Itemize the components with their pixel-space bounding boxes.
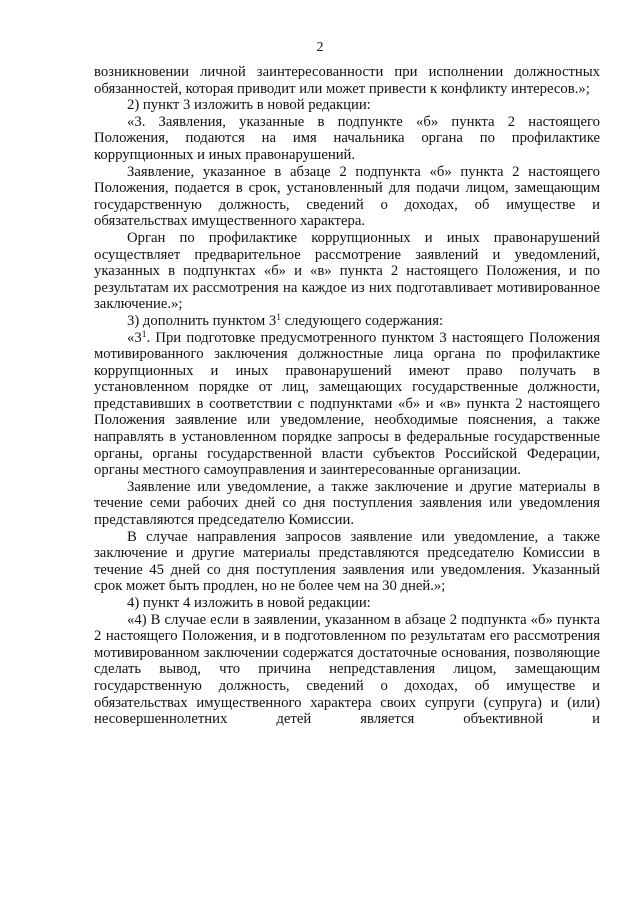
paragraph-6-text-before: 3) дополнить пунктом 3 [127, 312, 277, 329]
paragraph-8: Заявление или уведомление, а также заключение и другие материалы в течение семи рабочих дней со дня поступления заявления или уведомления представляются председателю Комиссии. [94, 478, 600, 529]
superscript-1: 1 [141, 329, 147, 340]
paragraph-10: 4) пункт 4 изложить в новой редакции: [127, 595, 371, 611]
paragraph-1: возникновении личной заинтересованности при исполнении должностных обязанностей, которая приводит или может привести к конфликту интересов.»; [94, 64, 600, 97]
page-number: 2 [316, 40, 324, 55]
paragraph-2: 2) пункт 3 изложить в новой редакции: [127, 97, 371, 114]
paragraph-6-text-after: следующего содержания: [280, 312, 444, 329]
paragraph-7-text-after: . При подготовке предусмотренного пунктом 3 настоящего Положения мотивированного заключения должностные лица органа по профилактике коррупционных и иных правонарушений имеют право получать в установленном порядке от лиц, замещающих государственные должности, представивших в соответствии с подпунктами «б» и «в» пункта 2 настоящего Положения заявление или уведомление, необходимые пояснения, а также направлять в установленном порядке запросы в федеральные государственные органы, органы государственной власти субъектов Российской Федерации, органы местного самоуправления и заинтересованные организации. [94, 329, 600, 479]
paragraph-9: В случае направления запросов заявление или уведомление, а также заключение и другие материалы представляются председателю Комиссии в течение 45 дней со дня поступления заявления или уведомления. Указанный срок может быть продлен, но не более чем на 30 дней.»; [94, 528, 600, 595]
paragraph-4: Заявление, указанное в абзаце 2 подпункта «б» пункта 2 настоящего Положения, подается в срок, установленный для подачи лицом, замещающим государственную должность, сведений о доходах, об имуществе и обязательствах имущественного характера. [94, 163, 600, 230]
paragraph-7 [94, 330, 600, 479]
superscript-1: 1 [276, 312, 281, 323]
document-body [94, 64, 600, 728]
paragraph-3: «3. Заявления, указанные в подпункте «б» пункта 2 настоящего Положения, подаются на имя начальника органа по профилактике коррупционных и иных правонарушений. [94, 113, 600, 163]
paragraph-5: Орган по профилактике коррупционных и иных правонарушений осуществляет предварительное рассмотрение заявлений и уведомлений, указанных в подпунктах «б» и «в» пункта 2 настоящего Положения, и по результатам их рассмотрения на каждое из них подготавливает мотивированное заключение.»; [94, 229, 600, 313]
paragraph-7-text-before: «3 [127, 329, 142, 346]
paragraph-11: «4) В случае если в заявлении, указанном в абзаце 2 подпункта «б» пункта 2 настоящего Положения, и в подготовленном по результатам его рассмотрения мотивированном заключении содержатся достаточные основания, позволяющие сделать вывод, что причина непредставления лицом, замещающим государственную должность, сведений о доходах, об имуществе и обязательствах имущественного характера своих супруги (супруга) и (или) несовершеннолетних детей является объективной и [94, 611, 600, 728]
paragraph-6 [94, 313, 600, 330]
